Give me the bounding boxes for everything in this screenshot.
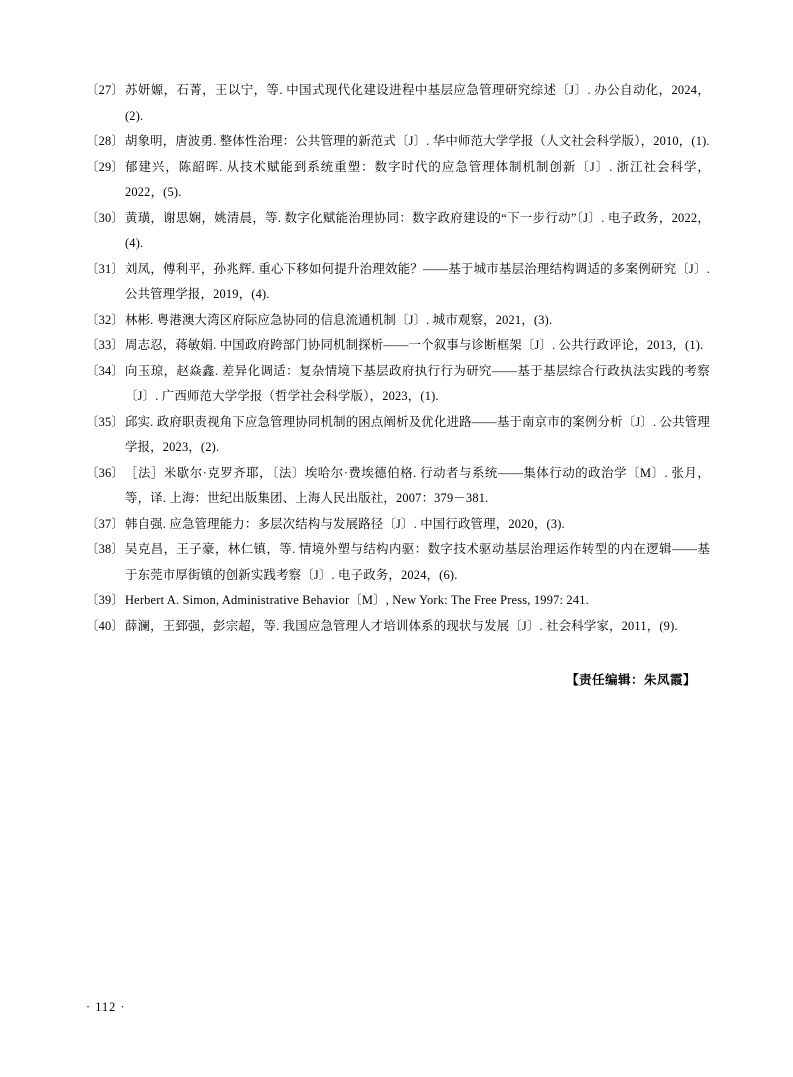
reference-text: 周志忍，蒋敏娟. 中国政府跨部门协同机制探析——一个叙事与诊断框架〔J〕. 公共行政评论，2013，(1). (124, 338, 704, 352)
reference-item (86, 461, 710, 512)
reference-number: 〔35〕 (86, 414, 124, 429)
reference-number: 〔28〕 (86, 134, 124, 148)
reference-item (86, 359, 710, 410)
reference-item (86, 206, 710, 257)
reference-text: Herbert A. Simon, Administrative Behavior〔M〕, New York: The Free Press, 1997: 241. (124, 593, 589, 607)
reference-item (86, 333, 710, 359)
reference-text: 黄璜，谢思娴，姚清晨，等. 数字化赋能治理协同：数字政府建设的“下一步行动”〔J〕. 电子政务，2022，(4). (124, 210, 710, 250)
reference-text: 吴克昌，王子豪，林仁镇，等. 情境外塑与结构内驱：数字技术驱动基层治理运作转型的内在逻辑——基于东莞市厚街镇的创新实践考察〔J〕. 电子政务，2024，(6). (124, 542, 710, 582)
reference-item (86, 257, 710, 308)
reference-number: 〔27〕 (86, 83, 124, 97)
reference-item (86, 78, 710, 129)
reference-text: 邱实. 政府职责视角下应急管理协同机制的困点阐析及优化进路——基于南京市的案例分析〔J〕. 公共管理学报，2023，(2). (124, 414, 710, 454)
reference-text: 胡象明，唐波勇. 整体性治理：公共管理的新范式〔J〕. 华中师范大学学报（人文社会科学版），2010，(1). (124, 134, 710, 148)
reference-text: 苏妍嫄，石菁，王以宁，等. 中国式现代化建设进程中基层应急管理研究综述〔J〕. 办公自动化，2024，(2). (124, 83, 710, 123)
reference-number: 〔32〕 (86, 312, 124, 327)
references-section (86, 78, 710, 688)
reference-list (86, 78, 710, 639)
reference-item (86, 129, 710, 155)
reference-item (86, 512, 710, 538)
reference-item (86, 588, 710, 614)
reference-number: 〔31〕 (86, 261, 124, 276)
reference-item (86, 155, 710, 206)
reference-text: 韩自强. 应急管理能力：多层次结构与发展路径〔J〕. 中国行政管理，2020，(3). (124, 516, 565, 531)
reference-item (86, 410, 710, 461)
reference-number: 〔36〕 (86, 465, 124, 480)
reference-number: 〔37〕 (86, 516, 124, 531)
reference-number: 〔38〕 (86, 542, 124, 556)
reference-number: 〔39〕 (86, 593, 124, 607)
reference-item (86, 308, 710, 334)
reference-text: 向玉琼，赵焱鑫. 差异化调适：复杂情境下基层政府执行行为研究——基于基层综合行政执法实践的考察〔J〕. 广西师范大学学报（哲学社会科学版），2023，(1). (124, 363, 710, 403)
reference-item (86, 614, 710, 640)
reference-text: ［法］米歇尔·克罗齐耶，〔法〕埃哈尔·费埃德伯格. 行动者与系统——集体行动的政治学〔M〕. 张月，等，译. 上海：世纪出版集团、上海人民出版社，2007：379－381. (124, 465, 710, 505)
reference-item (86, 537, 710, 588)
page-number: · 112 · (86, 1000, 126, 1014)
reference-number: 〔33〕 (86, 338, 124, 352)
reference-number: 〔30〕 (86, 210, 124, 225)
responsible-editor-note: 【责任编辑：朱凤霞】 (566, 672, 696, 687)
reference-number: 〔40〕 (86, 618, 124, 633)
reference-number: 〔29〕 (86, 159, 124, 174)
reference-text: 薛澜，王郅强，彭宗超，等. 我国应急管理人才培训体系的现状与发展〔J〕. 社会科学家，2011，(9). (124, 618, 678, 633)
reference-number: 〔34〕 (86, 363, 124, 378)
reference-text: 林彬. 粤港澳大湾区府际应急协同的信息流通机制〔J〕. 城市观察，2021，(3). (124, 312, 553, 327)
reference-text: 郁建兴，陈韶晖. 从技术赋能到系统重塑：数字时代的应急管理体制机制创新〔J〕. 浙江社会科学，2022，(5). (124, 159, 710, 199)
reference-text: 刘凤，傅利平，孙兆辉. 重心下移如何提升治理效能？——基于城市基层治理结构调适的多案例研究〔J〕. 公共管理学报，2019，(4). (124, 261, 710, 301)
